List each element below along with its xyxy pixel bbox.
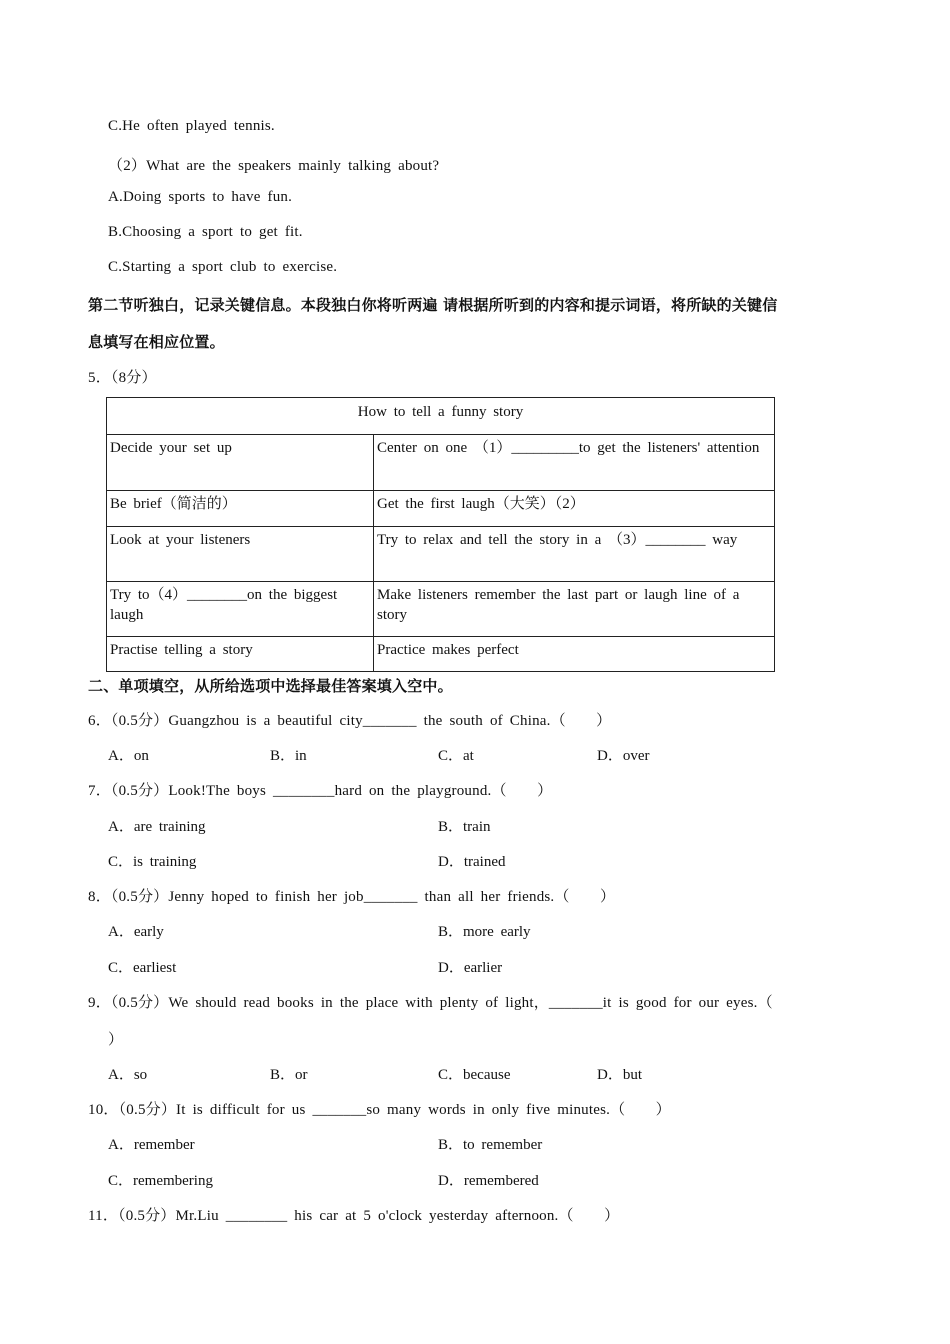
option-b: B．train (438, 819, 491, 835)
question-stem-continued: ） (108, 1032, 124, 1048)
table-cell: Try to relax and tell the story in a （3）________ way (374, 527, 775, 582)
question-stem: 7．（0.5分）Look!The boys ________hard on the playground.（ ） (88, 783, 553, 799)
option-d: D．earlier (438, 960, 503, 976)
option-c: C．is training (108, 854, 197, 870)
option-text: B.Choosing a sport to get fit. (108, 224, 303, 240)
question-stem: （2）What are the speakers mainly talking about? (108, 158, 440, 174)
section-instruction: 息填写在相应位置。 (88, 333, 225, 351)
question-stem: 10．（0.5分）It is difficult for us _______so many words in only five minutes.（ ） (88, 1102, 671, 1118)
option-text: C.Starting a sport club to exercise. (108, 259, 338, 275)
option-b: B．or (270, 1067, 308, 1083)
table-cell: Practise telling a story (107, 637, 374, 672)
table-cell: Make listeners remember the last part or laugh line of a story (374, 582, 775, 637)
option-a: A．are training (108, 819, 206, 835)
option-c: C．earliest (108, 960, 177, 976)
question-stem: 6．（0.5分）Guangzhou is a beautiful city_______ the south of China.（ ） (88, 713, 612, 729)
option-a: A．remember (108, 1137, 195, 1153)
option-a: A．on (108, 748, 149, 764)
option-c: C．at (438, 748, 474, 764)
table-cell: Try to（4）________on the biggest laugh (107, 582, 374, 637)
table-cell: Decide your set up (107, 435, 374, 491)
option-b: B．to remember (438, 1137, 543, 1153)
option-d: D．over (597, 748, 650, 764)
table-title: How to tell a funny story (107, 398, 775, 435)
part-heading: 二、单项填空，从所给选项中选择最佳答案填入空中。 (88, 677, 453, 695)
option-a: A．so (108, 1067, 148, 1083)
question-stem: 8．（0.5分）Jenny hoped to finish her job_______ than all her friends.（ ） (88, 889, 616, 905)
table-cell: Practice makes perfect (374, 637, 775, 672)
table-cell: Center on one （1）_________to get the listeners' attention (374, 435, 775, 491)
question-stem: 9．（0.5分）We should read books in the place with plenty of light，_______it is good for our eyes.（ (88, 995, 773, 1011)
funny-story-table (106, 397, 775, 672)
option-a: A．early (108, 924, 164, 940)
table-cell: Look at your listeners (107, 527, 374, 582)
question-stem: 11．（0.5分）Mr.Liu ________ his car at 5 o'clock yesterday afternoon.（ ） (88, 1208, 620, 1224)
option-c: C．remembering (108, 1173, 213, 1189)
option-text: A.Doing sports to have fun. (108, 189, 293, 205)
option-text: C.He often played tennis. (108, 118, 275, 134)
option-d: D．trained (438, 854, 506, 870)
option-d: D．remembered (438, 1173, 539, 1189)
table-cell: Be brief（简洁的） (107, 491, 374, 527)
option-b: B．in (270, 748, 307, 764)
table-cell: Get the first laugh（大笑）（2） (374, 491, 775, 527)
section-instruction: 第二节听独白，记录关键信息。本段独白你将听两遍 请根据所听到的内容和提示词语，将所缺的关键信 (88, 296, 778, 314)
option-c: C．because (438, 1067, 511, 1083)
question-label: 5．（8分） (88, 370, 157, 386)
option-d: D．but (597, 1067, 643, 1083)
option-b: B．more early (438, 924, 531, 940)
